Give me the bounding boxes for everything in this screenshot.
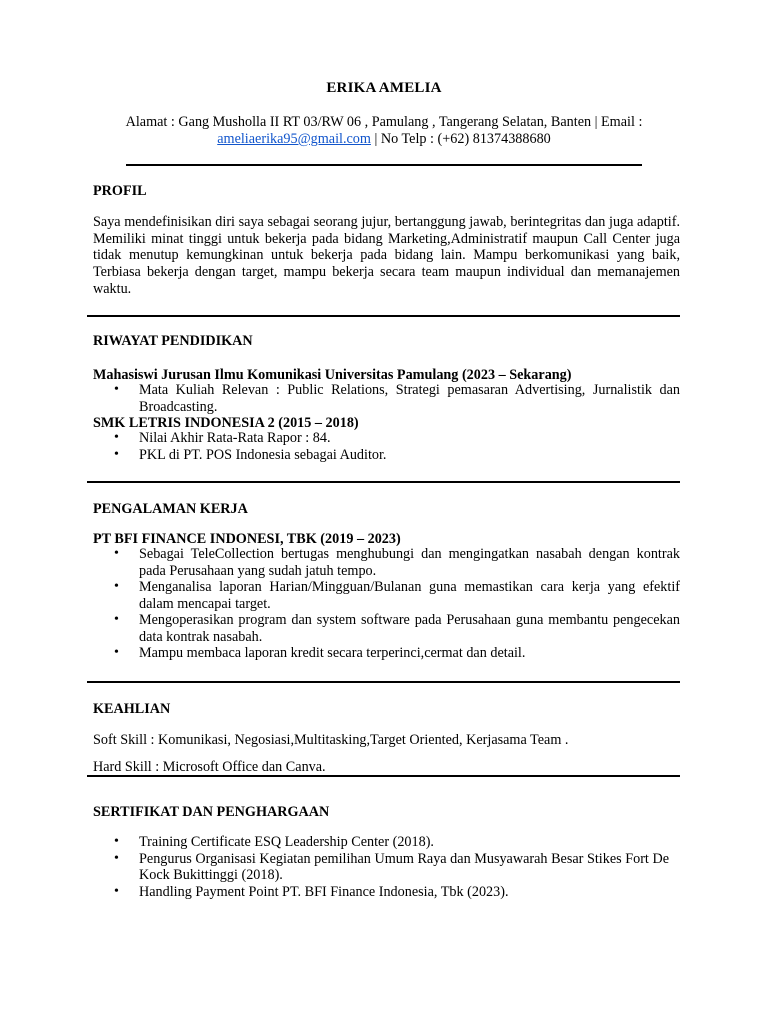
- certificate-bullets: [93, 834, 669, 900]
- bullet-icon: •: [114, 382, 119, 397]
- contact-info: [120, 114, 648, 148]
- bullet-icon: •: [114, 850, 119, 866]
- job-title: PT BFI FINANCE INDONESI, TBK (2019 – 2023): [93, 531, 401, 547]
- bullet-icon: •: [114, 446, 119, 462]
- bullet-icon: •: [114, 645, 119, 660]
- education-bullets: [93, 430, 680, 463]
- education-title: SMK LETRIS INDONESIA 2 (2015 – 2018): [93, 415, 359, 431]
- job-bullets: [93, 546, 680, 662]
- bullet-icon: •: [114, 579, 119, 594]
- pendidikan-heading: RIWAYAT PENDIDIKAN: [93, 333, 253, 349]
- sertifikat-heading: SERTIFIKAT DAN PENGHARGAAN: [93, 804, 330, 820]
- hard-skill-text: Hard Skill : Microsoft Office dan Canva.: [93, 759, 326, 775]
- header-divider: [126, 164, 642, 166]
- bullet-icon: •: [114, 546, 119, 561]
- pengalaman-heading: PENGALAMAN KERJA: [93, 501, 248, 517]
- list-item: • Mengoperasikan program dan system software pada Perusahaan guna membantu pengecekan data kontrak nasabah.: [114, 612, 680, 645]
- phone-label: | No Telp : (+62) 81374388680: [374, 131, 551, 147]
- profil-heading: PROFIL: [93, 183, 147, 199]
- list-item: • Handling Payment Point PT. BFI Finance Indonesia, Tbk (2023).: [114, 883, 509, 900]
- section-divider: [87, 681, 680, 683]
- bullet-icon: •: [114, 430, 119, 445]
- list-item: • Pengurus Organisasi Kegiatan pemilihan Umum Raya dan Musyawarah Besar Stikes Fort De Kock Bukittinggi (2018).: [114, 850, 669, 883]
- candidate-name: ERIKA AMELIA: [326, 80, 442, 96]
- bullet-icon: •: [114, 883, 119, 899]
- keahlian-heading: KEAHLIAN: [93, 701, 171, 717]
- bullet-icon: •: [114, 612, 119, 627]
- email-link[interactable]: ameliaerika95@gmail.com: [217, 131, 371, 147]
- list-item: • Mampu membaca laporan kredit secara terperinci,cermat dan detail.: [114, 645, 526, 661]
- profil-text: Saya mendefinisikan diri saya sebagai seorang jujur, bertanggung jawab, berintegritas dan juga adaptif. Memiliki minat tinggi untuk bekerja pada bidang Marketing,Administratif maupun Call Center juga tidak menutup kemungkinan untuk bekerja pada bidang lain. Mampu berkomunikasi yang baik, Terbiasa bekerja dengan target, mampu bekerja secara team maupun individual dan memanajemen waktu.: [93, 214, 680, 297]
- section-divider: [87, 481, 680, 483]
- address-label: Alamat : Gang Musholla II RT 03/RW 06 , Pamulang , Tangerang Selatan, Banten | Email :: [125, 114, 643, 130]
- bullet-icon: •: [114, 834, 119, 849]
- list-item: • Menganalisa laporan Harian/Mingguan/Bulanan guna memastikan cara kerja yang efektif dalam mencapai target.: [114, 579, 680, 612]
- list-item: • Sebagai TeleCollection bertugas menghubungi dan mengingatkan nasabah dengan kontrak pada Perusahaan yang sudah jatuh tempo.: [114, 546, 680, 579]
- section-divider: [87, 315, 680, 317]
- soft-skill-text: Soft Skill : Komunikasi, Negosiasi,Multitasking,Target Oriented, Kerjasama Team .: [93, 732, 569, 748]
- list-item: • Mata Kuliah Relevan : Public Relations, Strategi pemasaran Advertising, Jurnalistik dan Broadcasting.: [114, 382, 680, 415]
- list-item: • PKL di PT. POS Indonesia sebagai Auditor.: [114, 446, 387, 463]
- education-bullets: [93, 382, 680, 415]
- education-title: Mahasiswi Jurusan Ilmu Komunikasi Universitas Pamulang (2023 – Sekarang): [93, 367, 572, 383]
- section-divider: [87, 775, 680, 777]
- list-item: • Training Certificate ESQ Leadership Center (2018).: [114, 834, 434, 850]
- list-item: • Nilai Akhir Rata-Rata Rapor : 84.: [114, 430, 331, 446]
